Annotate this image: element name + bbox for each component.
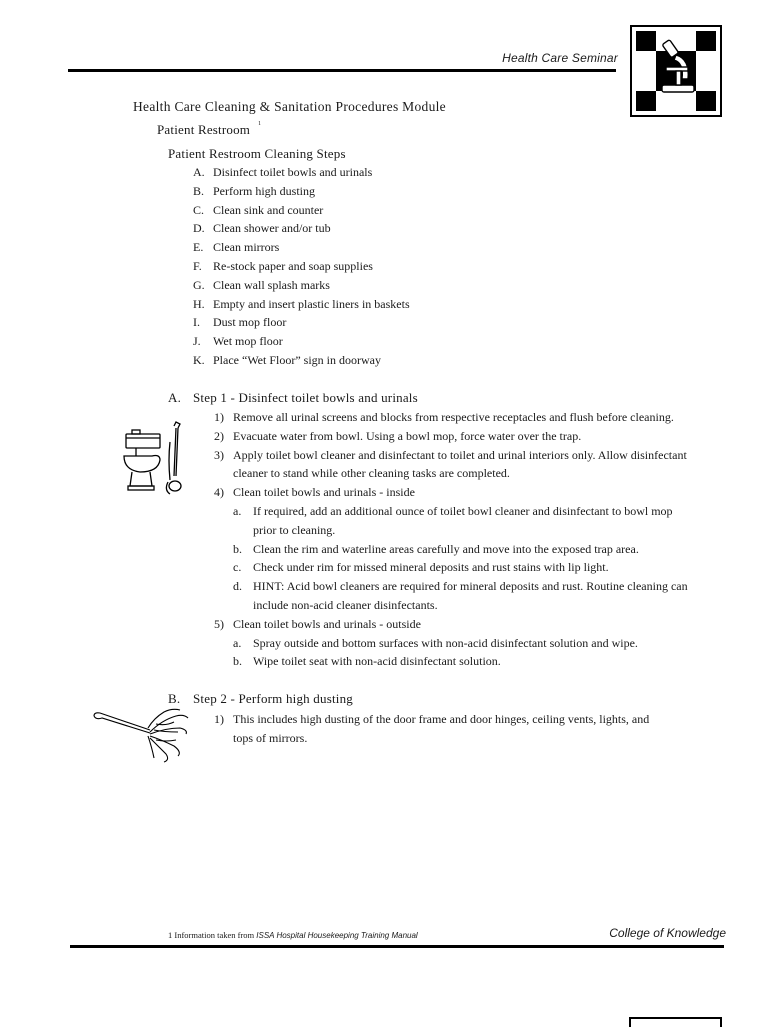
list-item <box>193 295 410 314</box>
header-rule <box>68 69 616 72</box>
item-text-continuation: tops of mirrors. <box>233 730 308 745</box>
feather-duster-icon <box>92 706 192 769</box>
list-item <box>193 238 410 257</box>
item-number: 1) <box>214 410 224 424</box>
sub-item <box>214 634 688 653</box>
list-item-text: Perform high dusting <box>213 183 315 198</box>
sub-item-text: Wipe toilet seat with non-acid disinfectant solution. <box>253 654 501 669</box>
footnote <box>168 930 418 940</box>
sub-item-text: HINT: Acid bowl cleaners are required for mineral deposits and rust. Routine cleaning can <box>253 579 688 594</box>
list-item-text: Clean shower and/or tub <box>213 221 331 236</box>
steps-list-title: Patient Restroom Cleaning Steps <box>168 146 346 161</box>
list-item-text: Dust mop floor <box>213 315 287 330</box>
item-text: This includes high dusting of the door frame and door hinges, ceiling vents, lights, and <box>233 712 650 726</box>
list-item-text: Empty and insert plastic liners in baskets <box>213 296 410 311</box>
next-page-logo-edge <box>629 1017 722 1027</box>
list-item <box>193 351 410 370</box>
list-item-letter: E. <box>193 240 204 255</box>
list-item <box>193 257 410 276</box>
list-item-letter: I. <box>193 315 200 330</box>
sub-item <box>214 540 688 559</box>
list-item <box>214 427 688 446</box>
list-item <box>193 182 410 201</box>
seminar-header-label: Health Care Seminar <box>502 51 618 65</box>
list-item <box>214 408 688 427</box>
list-item-letter: K. <box>193 352 205 367</box>
list-item-text: Re-stock paper and soap supplies <box>213 258 373 273</box>
sub-item-letter: b. <box>233 541 242 556</box>
list-item-letter: B. <box>193 183 205 198</box>
microscope-logo-icon <box>630 25 722 117</box>
module-title: Health Care Cleaning & Sanitation Procedures Module <box>133 99 446 114</box>
step-a-heading-text: Step 1 - Disinfect toilet bowls and urinals <box>193 390 418 405</box>
list-item-text: Clean sink and counter <box>213 202 324 217</box>
item-text: Apply toilet bowl cleaner and disinfectant to toilet and urinal interiors only. Allow disinfectant <box>233 447 687 462</box>
list-item-text: Clean mirrors <box>213 240 280 255</box>
sub-item <box>214 502 688 521</box>
item-number: 1) <box>214 712 224 726</box>
steps-list <box>193 163 410 370</box>
sub-item <box>214 652 688 671</box>
list-item-text: Disinfect toilet bowls and urinals <box>213 165 373 179</box>
list-item <box>193 163 410 182</box>
list-item-letter: J. <box>193 334 201 349</box>
toilet-with-bowl-mop-icon <box>118 420 190 505</box>
list-item <box>214 615 688 634</box>
list-item <box>214 483 688 502</box>
item-number: 5) <box>214 616 224 631</box>
sub-item <box>214 577 688 596</box>
item-number: 2) <box>214 428 224 443</box>
sub-item-text: Clean the rim and waterline areas carefully and move into the exposed trap area. <box>253 541 639 556</box>
item-text: Remove all urinal screens and blocks from respective receptacles and flush before cleaning. <box>233 410 674 424</box>
list-item <box>193 332 410 351</box>
footnote-source: ISSA Hospital Housekeeping Training Manual <box>256 931 418 940</box>
sub-item-letter: b. <box>233 654 242 669</box>
item-text: Evacuate water from bowl. Using a bowl mop, force water over the trap. <box>233 428 582 443</box>
step-b-heading <box>168 691 353 707</box>
sub-item-letter: c. <box>233 560 242 575</box>
sub-item-continuation: prior to cleaning. <box>253 522 336 537</box>
list-item <box>193 201 410 220</box>
footer-rule <box>70 945 724 948</box>
item-number: 4) <box>214 485 224 500</box>
list-item <box>193 219 410 238</box>
section-title-text: Patient Restroom <box>157 122 251 137</box>
list-item-letter: C. <box>193 202 205 217</box>
list-item-text: Place “Wet Floor” sign in doorway <box>213 352 381 367</box>
list-item-letter: G. <box>193 277 205 292</box>
sub-item-letter: d. <box>233 579 242 594</box>
college-footer-label: College of Knowledge <box>609 926 726 940</box>
sub-item-text: If required, add an additional ounce of toilet bowl cleaner and disinfectant to bowl mop <box>253 503 673 518</box>
footnote-mark: 1 <box>258 121 262 127</box>
list-item-letter: D. <box>193 221 205 236</box>
list-item-letter: F. <box>193 258 202 273</box>
item-text: Clean toilet bowls and urinals - outside <box>233 616 421 631</box>
sub-item-letter: a. <box>233 503 242 518</box>
list-item <box>214 446 688 465</box>
sub-item <box>214 558 688 577</box>
step-b-letter: B. <box>168 691 181 706</box>
step-a-heading <box>168 390 418 406</box>
step-a-body <box>214 408 688 671</box>
list-item-text: Wet mop floor <box>213 334 283 349</box>
list-item-letter: H. <box>193 296 205 311</box>
step-b-body <box>214 710 649 748</box>
list-item <box>214 710 649 729</box>
section-title <box>157 122 261 138</box>
sub-item-text: Check under rim for missed mineral deposits and rust stains with lip light. <box>253 560 609 575</box>
list-item <box>193 276 410 295</box>
sub-item-continuation: include non-acid cleaner disinfectants. <box>253 597 438 612</box>
step-b-heading-text: Step 2 - Perform high dusting <box>193 691 353 706</box>
sub-item-letter: a. <box>233 635 242 650</box>
list-item-text: Clean wall splash marks <box>213 277 330 292</box>
sub-item-text: Spray outside and bottom surfaces with non-acid disinfectant solution and wipe. <box>253 635 638 650</box>
item-text: Clean toilet bowls and urinals - inside <box>233 485 415 500</box>
list-item-letter: A. <box>193 165 205 179</box>
item-number: 3) <box>214 447 224 462</box>
item-text-continuation: cleaner to stand while other cleaning tasks are completed. <box>233 466 510 481</box>
step-a-letter: A. <box>168 390 182 405</box>
list-item <box>193 313 410 332</box>
footnote-prefix: 1 Information taken from <box>168 930 257 940</box>
